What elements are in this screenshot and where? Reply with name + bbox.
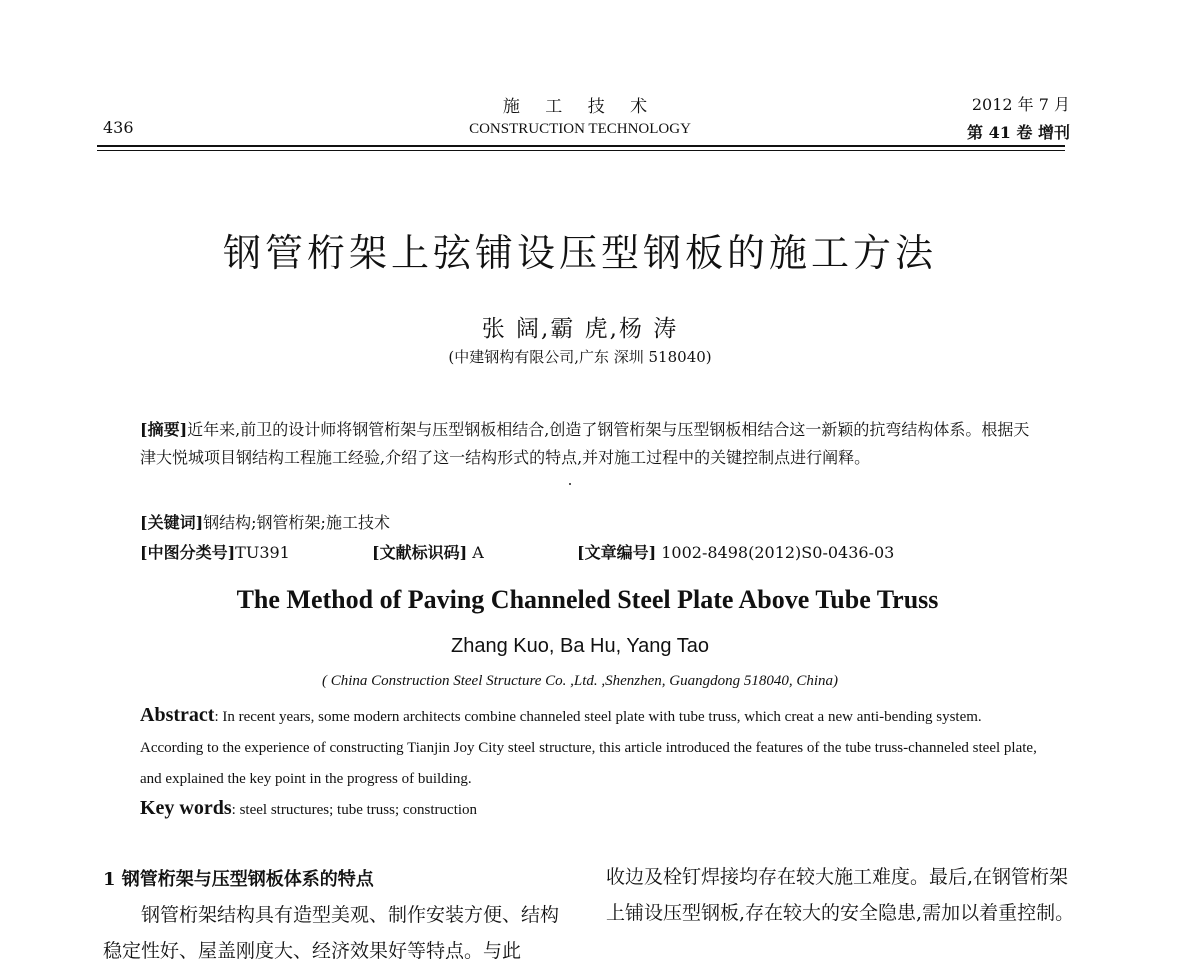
- clc-value: TU391: [235, 543, 290, 562]
- authors-en: Zhang Kuo, Ba Hu, Yang Tao: [451, 635, 709, 657]
- journal-name-cn: 施 工 技 术: [502, 97, 658, 117]
- classification-line: [140, 540, 894, 563]
- keywords-cn: [140, 510, 390, 533]
- header-rule: [97, 145, 1065, 147]
- journal-name-en: CONSTRUCTION TECHNOLOGY: [469, 121, 691, 137]
- body-paragraph: 钢管桁架结构具有造型美观、制作安装方便、结构稳定性好、屋盖刚度大、经济效果好等特点。与此: [103, 904, 560, 962]
- keywords-cn-text: 钢结构;钢管桁架;施工技术: [203, 513, 390, 532]
- keywords-cn-label: [关键词]: [140, 513, 204, 532]
- article-title-cn: 钢管桁架上弦铺设压型钢板的施工方法: [222, 231, 937, 275]
- article-no-label: [文章编号]: [577, 543, 657, 562]
- keywords-en: [140, 797, 477, 820]
- abstract-en-label: Abstract: [140, 704, 215, 726]
- abstract-en: [140, 700, 1040, 795]
- clc-label: [中图分类号]: [140, 543, 236, 562]
- section-heading-1: 1 钢管桁架与压型钢板体系的特点: [103, 869, 374, 890]
- doc-code-value: A: [472, 543, 484, 562]
- page-number: 436: [103, 118, 134, 137]
- affiliation-cn: (中建钢构有限公司,广东 深圳 518040): [448, 348, 712, 366]
- issue-date: 2012 年 7 月: [971, 95, 1070, 114]
- doc-code-label: [文献标识码]: [372, 543, 468, 562]
- keywords-en-label: Key words: [140, 797, 232, 819]
- body-column-left: [103, 897, 573, 969]
- article-no-field: [577, 540, 894, 563]
- body-paragraph: 收边及栓钉焊接均存在较大施工难度。最后,在钢管桁架上铺设压型钢板,存在较大的安全隐患,需加以着重控制。: [606, 866, 1075, 924]
- doc-code-field: [372, 540, 577, 563]
- body-column-right: [606, 859, 1076, 931]
- clc-field: [140, 540, 372, 563]
- article-no-value: 1002-8498(2012)S0-0436-03: [661, 543, 895, 562]
- abstract-cn-label: [摘要]: [140, 420, 188, 439]
- abstract-cn-text: 近年来,前卫的设计师将钢管桁架与压型钢板相结合,创造了钢管桁架与压型钢板相结合这一新颖的抗弯结构体系。根据天津大悦城项目钢结构工程施工经验,介绍了这一结构形式的特点,并对施工过程中的关键控制点进行阐释。: [140, 420, 1030, 467]
- affiliation-en: ( China Construction Steel Structure Co. ,Ltd. ,Shenzhen, Guangdong 518040, China): [321, 673, 839, 689]
- speck: [569, 483, 571, 485]
- authors-cn: 张 阔,霸 虎,杨 涛: [481, 316, 679, 342]
- abstract-en-text: : In recent years, some modern architects combine channeled steel plate with tube truss, which creat a new anti-bending system. According to the experience of constructing Tianjin Joy City steel structure, this article introduced the features of the tube truss-channeled steel plate, and explained the key point in the progress of building.: [140, 709, 1037, 787]
- issue-volume: 第 41 卷 增刊: [967, 123, 1070, 142]
- keywords-en-text: : steel structures; tube truss; construction: [231, 802, 478, 818]
- issue-info: [967, 92, 1070, 143]
- article-title-en: The Method of Paving Channeled Steel Plate Above Tube Truss: [236, 585, 939, 614]
- header-rule-thin: [97, 150, 1065, 151]
- abstract-cn: [140, 416, 1040, 472]
